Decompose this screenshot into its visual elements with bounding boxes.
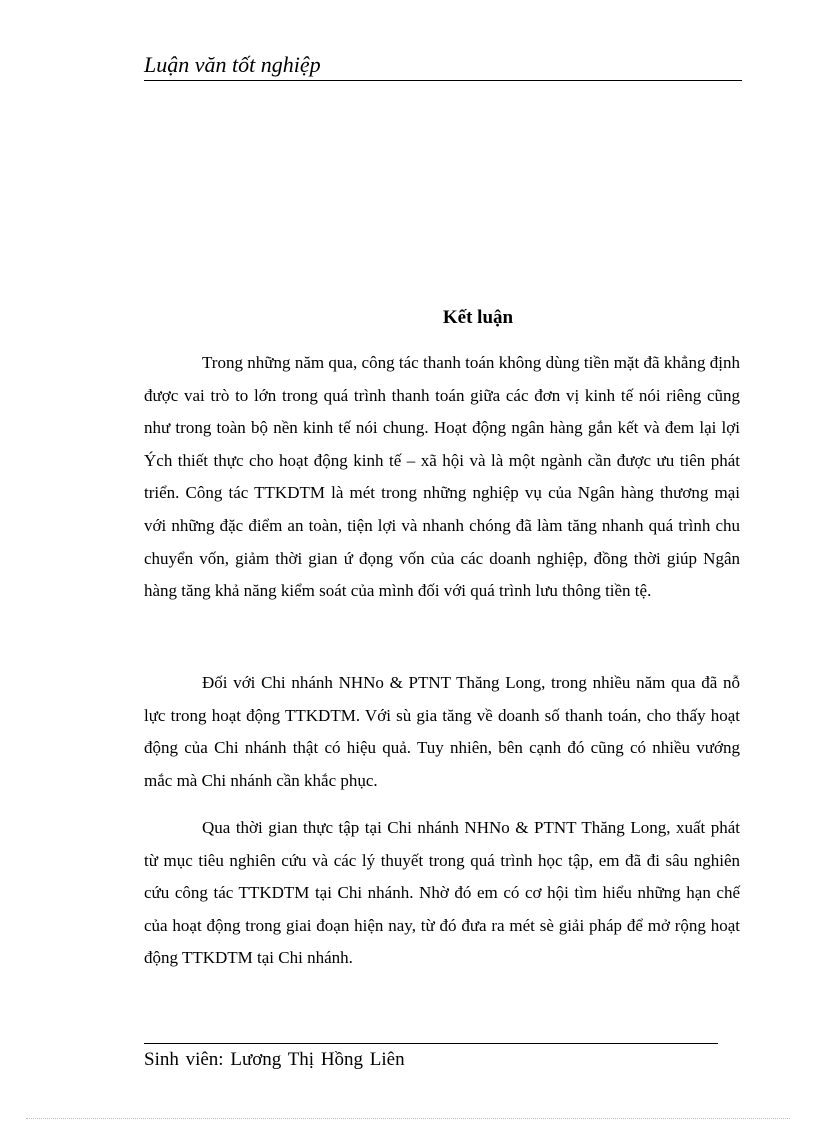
header-title: Luận văn tốt nghiệp: [144, 52, 321, 77]
footer-student-name: Sinh viên: Lương Thị Hồng Liên: [144, 1049, 405, 1070]
page-header: [144, 50, 742, 81]
page-bottom-edge: [26, 1118, 790, 1119]
section-heading: Kết luận: [442, 307, 514, 328]
paragraph-1: Trong những năm qua, công tác thanh toán không dùng tiền mặt đã khẳng định được vai trò to lớn trong quá trình thanh toán giữa các đơn vị kinh tế nói riêng cũng như trong toàn bộ nền kinh tế nói chung. Hoạt động ngân hàng gắn kết và đem lại lợi Ých thiết thực cho hoạt động kinh tế – xã hội và là một ngành cần được ưu tiên phát triển. Công tác TTKDTM là mét trong những nghiệp vụ của Ngân hàng thương mại với những đặc điểm an toàn, tiện lợi và nhanh chóng đã làm tăng nhanh quá trình chu chuyển vốn, giảm thời gian ứ đọng vốn của các doanh nghiệp, đồng thời giúp Ngân hàng tăng khả năng kiểm soát của mình đối với quá trình lưu thông tiền tệ.: [144, 353, 740, 601]
paragraph-2: Đối với Chi nhánh NHNo & PTNT Thăng Long, trong nhiều năm qua đã nỗ lực trong hoạt động TTKDTM. Với sù gia tăng về doanh số thanh toán, cho thấy hoạt động của Chi nhánh thật có hiệu quả. Tuy nhiên, bên cạnh đó cũng có nhiều vướng mắc mà Chi nhánh cần khắc phục.: [144, 673, 740, 790]
footer-divider: [144, 1043, 718, 1044]
paragraph-3: Qua thời gian thực tập tại Chi nhánh NHNo & PTNT Thăng Long, xuất phát từ mục tiêu nghiên cứu và các lý thuyết trong quá trình học tập, em đã đi sâu nghiên cứu công tác TTKDTM tại Chi nhánh. Nhờ đó em có cơ hội tìm hiểu những hạn chế của hoạt động trong giai đoạn hiện nay, từ đó đưa ra mét sè giải pháp để mở rộng hoạt động TTKDTM tại Chi nhánh.: [144, 818, 740, 968]
